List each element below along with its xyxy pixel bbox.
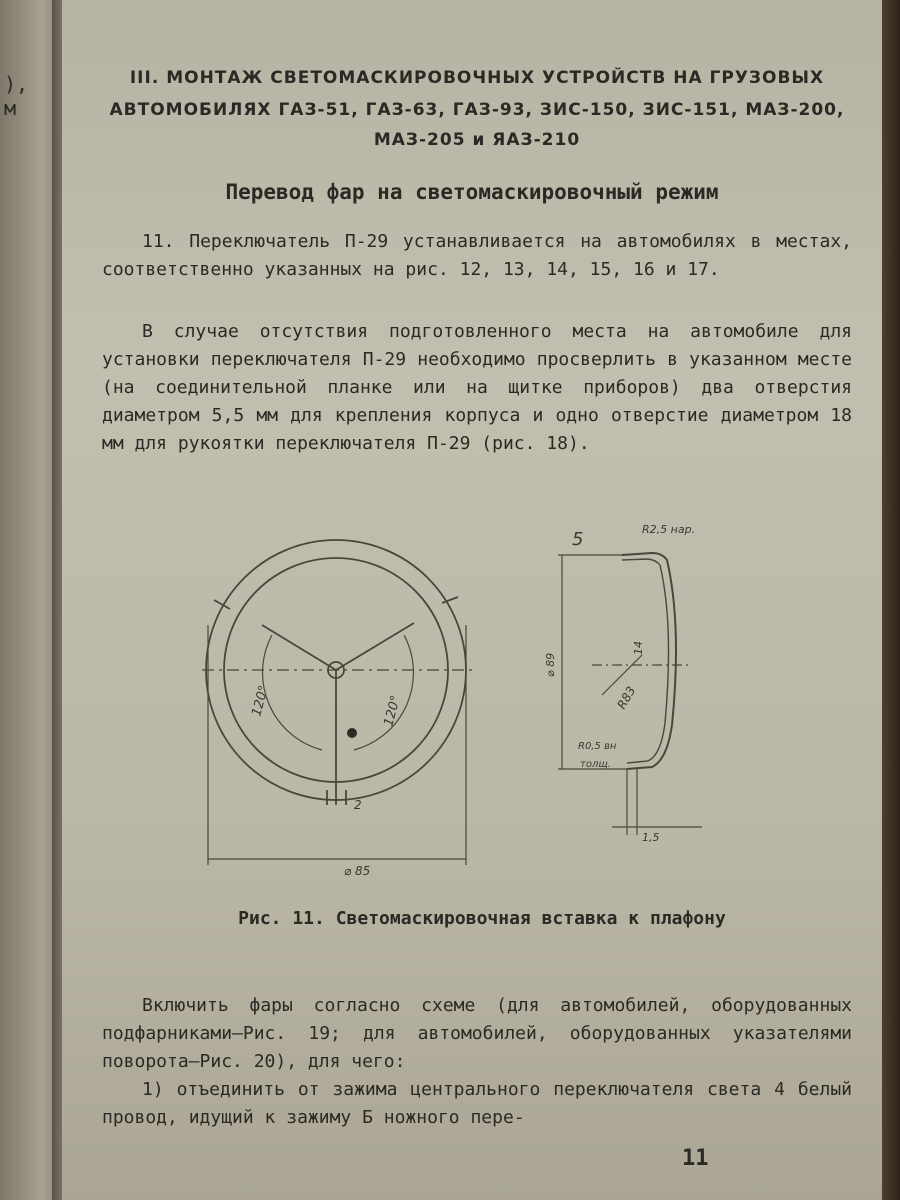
paragraph-11: 11. Переключатель П-29 устанавливается на автомобилях в местах, соответственно указанных на рис. 12, 13, 14, 15, 16 и 17. [102, 231, 852, 280]
angle-arc-left [263, 635, 322, 750]
angle-arc-right [354, 635, 413, 750]
radial-line-left [262, 625, 336, 670]
chapter-heading-line2: АВТОМОБИЛЯХ ГАЗ-51, ГАЗ-63, ГАЗ-93, ЗИС-150, ЗИС-151, МАЗ-200, [109, 100, 845, 120]
page-edge-right [882, 0, 900, 1200]
dim-slit-width: 2 [354, 798, 362, 812]
radial-line-right [336, 623, 414, 670]
dim-diameter-bottom: ⌀ 85 [344, 864, 371, 878]
dim-radius-top: R2,5 нар. [642, 523, 696, 536]
ink-blot [347, 728, 357, 738]
radius-leader [602, 655, 642, 695]
dim-thickness: 1,5 [642, 831, 660, 844]
dim-angle-right: 120° [381, 693, 404, 729]
figure-light-mask-insert [122, 505, 842, 885]
dim-height-small: 14 [632, 641, 645, 655]
left-page-edge [0, 0, 60, 1200]
dim-diameter-side: ⌀ 89 [544, 652, 557, 677]
dim-radius-main: R83 [614, 684, 639, 712]
left-page-fragment: м [4, 96, 17, 120]
page-number: 11 [682, 1146, 709, 1171]
profile-inner-curve [622, 559, 669, 763]
dim-angle-left: 120° [249, 683, 272, 719]
paragraph-drilling: В случае отсутствия подготовленного места на автомобиле для установки переключателя П-29 необходимо просверлить в указанном месте (на соединительной планке или на щитке приборов) два отверстия диаметром 5,5 мм для крепления корпуса и одно отверстие диаметром 18 мм для рукоятки переключателя П-29 (рис. 18). [102, 321, 852, 454]
chapter-heading-line1: III. МОНТАЖ СВЕТОМАСКИРОВОЧНЫХ УСТРОЙСТВ НА ГРУЗОВЫХ [129, 68, 825, 88]
dim-note-thickness: толщ. [580, 759, 611, 770]
chapter-heading-line3: МАЗ-205 и ЯАЗ-210 [373, 130, 581, 150]
document-page [62, 0, 882, 1200]
figure-caption: Рис. 11. Светомаскировочная вставка к плафону [238, 908, 726, 929]
left-page-fragment: ), [4, 72, 29, 96]
instructions-intro: Включить фары согласно схеме (для автомобилей, оборудованных подфарниками—Рис. 19; для автомобилей, оборудованных указателями поворота—Рис. 20), для чего: [102, 995, 852, 1072]
dim-top-offset: 5 [572, 529, 584, 550]
dim-radius-inner: R0,5 вн [578, 741, 617, 752]
instructions-step-1: 1) отъединить от зажима центрального переключателя света 4 белый провод, идущий к зажиму Б ножного пере- [102, 1079, 852, 1128]
section-title: Перевод фар на светомаскировочный режим [225, 180, 719, 204]
